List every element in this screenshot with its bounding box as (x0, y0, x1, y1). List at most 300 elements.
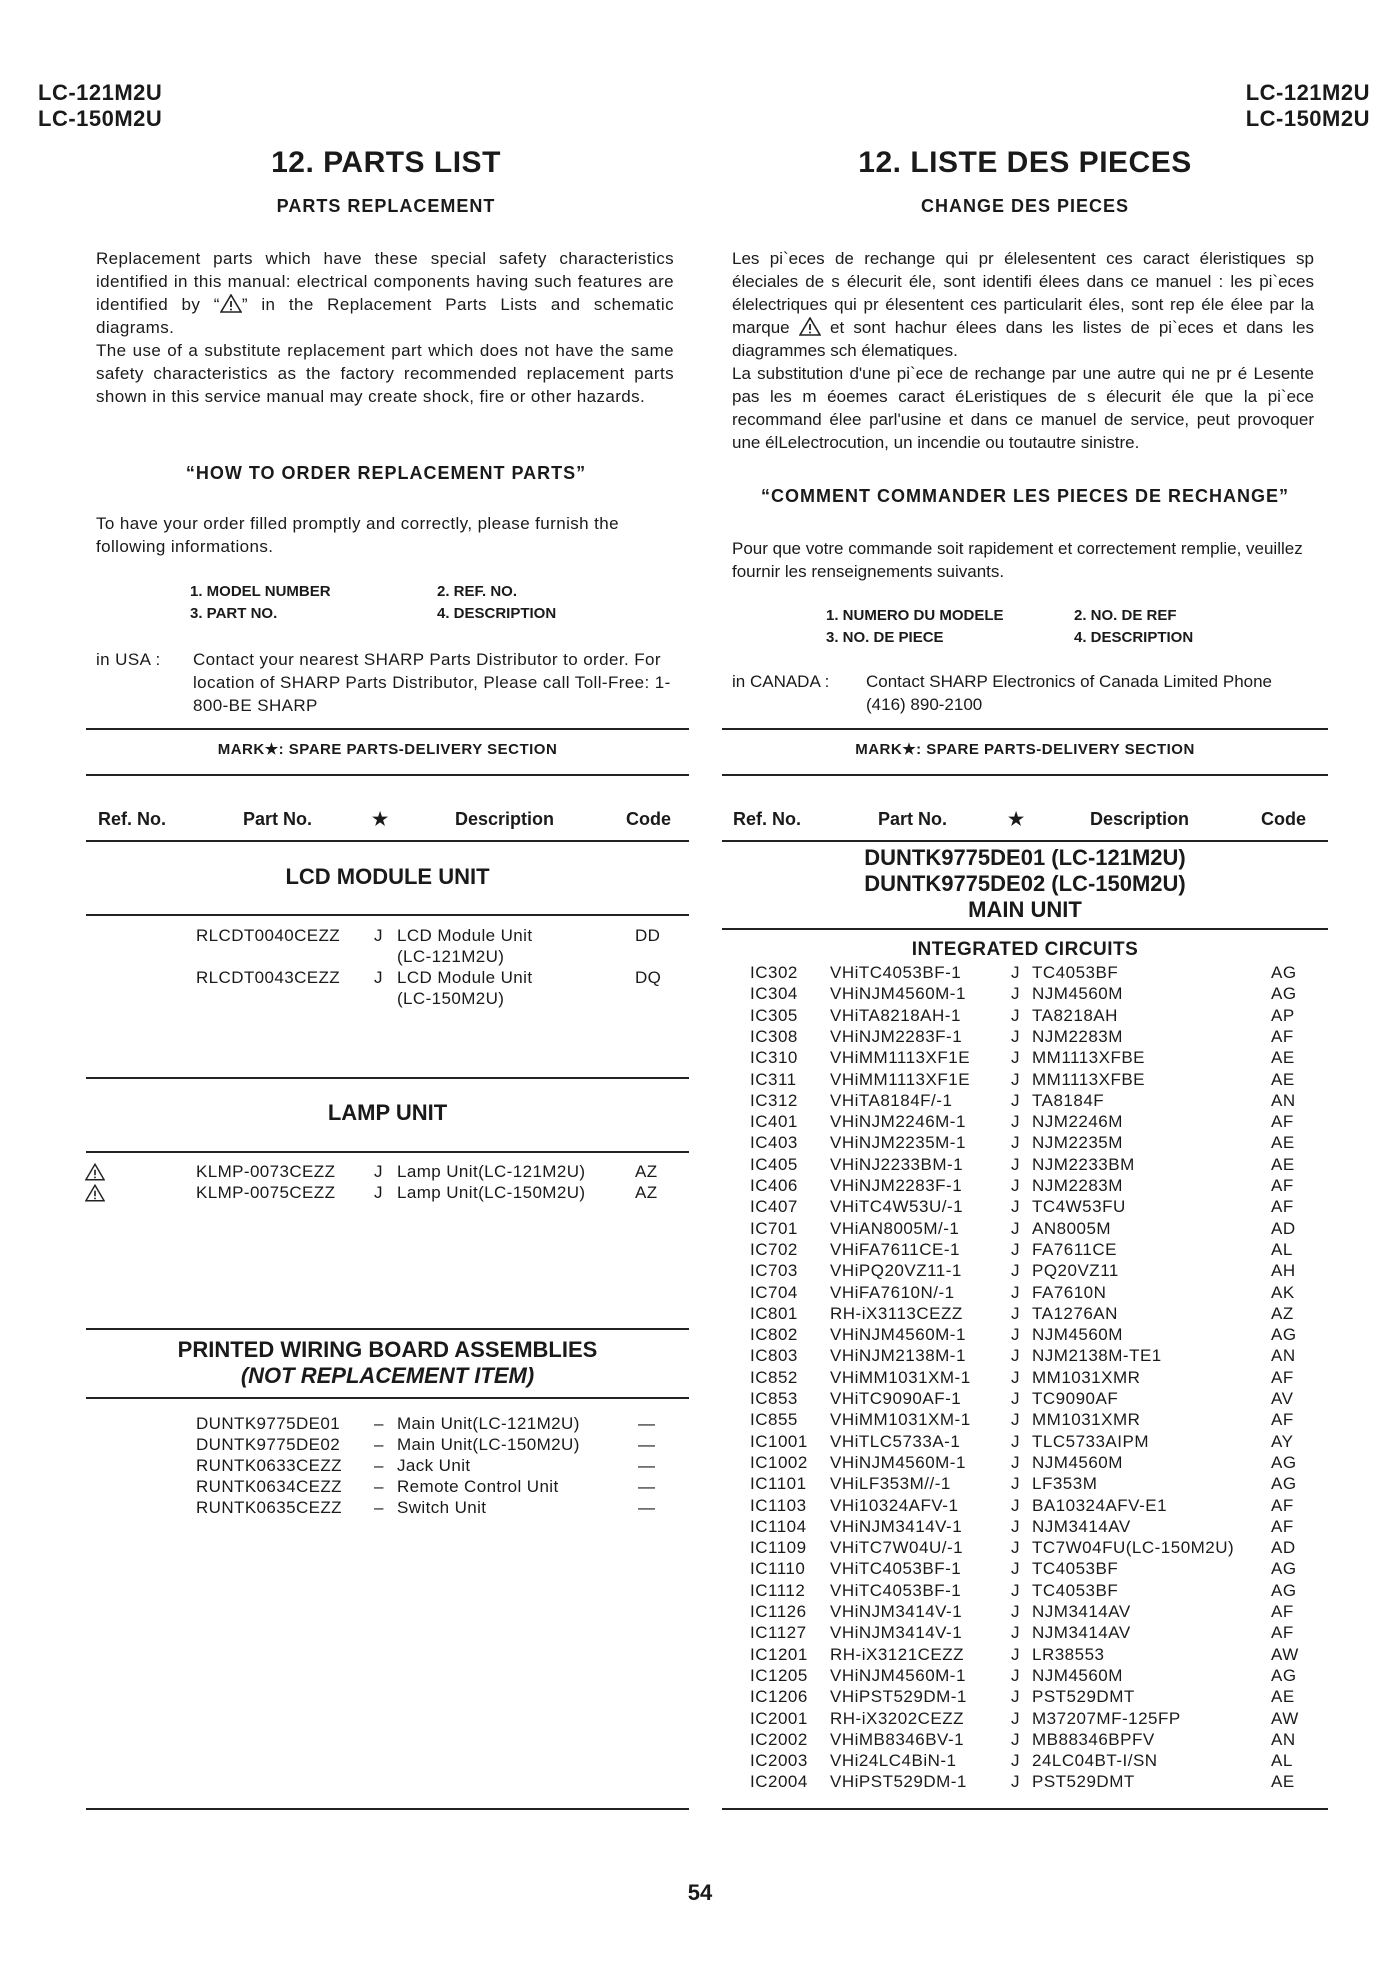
divider (722, 840, 1328, 842)
ic-code: AF (1271, 1197, 1294, 1217)
table-row (0, 1132, 1400, 1153)
page-title-en: 12. PARTS LIST (271, 146, 501, 179)
ic-code: AV (1271, 1389, 1294, 1408)
ic-ref: IC406 (750, 1176, 798, 1195)
ic-code: AF (1271, 1623, 1294, 1643)
ic-code: AG (1271, 1452, 1297, 1472)
table-row (0, 1175, 1400, 1196)
table-row (0, 1452, 1400, 1473)
col-description: Description (455, 809, 555, 829)
table-row (0, 1069, 1400, 1090)
ic-mark: J (1011, 1772, 1020, 1792)
safety-text-fr (732, 247, 1314, 454)
ic-ref: IC2001 (750, 1708, 808, 1728)
col-code: Code (1261, 809, 1306, 829)
table-row (0, 1558, 1400, 1579)
table-row (0, 1431, 1400, 1452)
ic-code: AG (1271, 1325, 1297, 1345)
ic-part: VHiPQ20VZ11-1 (830, 1261, 962, 1281)
ic-desc: TA1276AN (1032, 1303, 1118, 1323)
subtitle-fr: CHANGE DES PIECES (920, 196, 1130, 216)
ic-code: AE (1271, 1048, 1295, 1068)
ic-ref: IC701 (750, 1218, 798, 1238)
ic-desc: NJM2235M (1032, 1133, 1123, 1153)
table-row: KLMP-0075CEZZ J Lamp Unit(LC-150M2U) AZ (196, 1183, 658, 1202)
ic-part: VHiTC4W53U/-1 (830, 1197, 964, 1217)
ic-ref: IC803 (750, 1346, 798, 1366)
col-ref-no: Ref. No. (98, 809, 167, 829)
ic-desc: NJM4560M (1032, 1325, 1123, 1345)
ic-mark: J (1011, 1559, 1020, 1579)
ic-ref: IC1127 (750, 1623, 807, 1643)
ic-code: AL (1271, 1239, 1293, 1259)
ic-ref: IC1110 (750, 1559, 806, 1579)
ic-mark: J (1011, 1538, 1020, 1558)
ic-ref: IC308 (750, 1026, 798, 1046)
table-row (0, 1729, 1400, 1750)
ic-part: VHiMM1031XM-1 (830, 1367, 971, 1387)
ic-mark: J (1011, 1389, 1020, 1408)
table-row (0, 1303, 1400, 1324)
ic-code: AE (1271, 1154, 1295, 1174)
ic-part: VHiNJM3414V-1 (830, 1623, 963, 1643)
ic-desc: PST529DMT (1032, 1772, 1135, 1792)
ic-ref: IC1104 (750, 1516, 807, 1536)
ic-ref: IC2002 (750, 1729, 808, 1749)
divider (86, 840, 689, 842)
table-row (0, 1005, 1400, 1026)
table-row (0, 1367, 1400, 1388)
safety-paragraph-1: Replacement parts which have these special safety characteristics identified in this manual: electrical components having such features are identified by “ ” in the Replacement Parts Lists and schematic diagrams. (96, 249, 674, 337)
ic-part: RH-iX3202CEZZ (830, 1708, 965, 1728)
ic-desc: NJM3414AV (1032, 1623, 1131, 1643)
table-row: DUNTK9775DE02 – Main Unit(LC-150M2U) — (196, 1435, 656, 1454)
ic-part: VHiTA8218AH-1 (830, 1005, 961, 1025)
ic-desc: MM1031XMR (1032, 1410, 1141, 1430)
ic-code: AG (1271, 1665, 1297, 1685)
ic-code: AG (1271, 1580, 1297, 1600)
ic-code: AG (1271, 1474, 1297, 1494)
ic-code: AF (1271, 1410, 1294, 1430)
contact-label-en: in USA : (96, 650, 161, 669)
lcd-module-section: LCD MODULE UNIT (285, 864, 490, 889)
ic-mark: J (1011, 1048, 1020, 1068)
ic-desc: BA10324AFV-E1 (1032, 1495, 1168, 1515)
ic-mark: J (1011, 1729, 1020, 1749)
ic-mark: J (1011, 1069, 1020, 1089)
table-row (0, 1409, 1400, 1430)
divider (722, 728, 1328, 730)
ic-desc: LF353M (1032, 1474, 1098, 1494)
ic-mark: J (1011, 1516, 1020, 1536)
ic-mark: J (1011, 984, 1020, 1004)
warning-triangle-icon (799, 317, 821, 336)
order-item: 1. MODEL NUMBER (190, 583, 331, 600)
ic-part: VHiPST529DM-1 (830, 1772, 967, 1792)
col-code: Code (626, 809, 671, 829)
table-row: RLCDT0043CEZZ J LCD Module Unit (LC-150M2U) DQ (196, 968, 662, 1008)
ic-code: AG (1271, 984, 1297, 1004)
ic-code: AN (1271, 1090, 1296, 1110)
ic-mark: J (1011, 1687, 1020, 1707)
ic-code: AF (1271, 1112, 1294, 1132)
ic-desc: TC4053BF (1032, 963, 1119, 982)
ic-code: AZ (1271, 1303, 1294, 1323)
order-item: 1. NUMERO DU MODELE (826, 607, 1004, 624)
order-item: 2. REF. NO. (437, 583, 518, 600)
table-row (0, 1537, 1400, 1558)
table-row (0, 1771, 1400, 1792)
ic-desc: NJM2246M (1032, 1112, 1123, 1132)
table-row (0, 1282, 1400, 1303)
ic-desc: NJM3414AV (1032, 1516, 1131, 1536)
mark-note-fr: MARK★: SPARE PARTS-DELIVERY SECTION (855, 741, 1195, 758)
col-star: ★ (372, 809, 389, 829)
ic-code: AW (1271, 1644, 1299, 1664)
ic-ref: IC1126 (750, 1602, 807, 1621)
ic-part: VHiTC4053BF-1 (830, 1559, 962, 1579)
ic-mark: J (1011, 1708, 1020, 1728)
col-ref-no: Ref. No. (733, 809, 802, 829)
ic-desc: TC4053BF (1032, 1559, 1119, 1579)
table-row (0, 1324, 1400, 1345)
col-part-no: Part No. (878, 809, 948, 829)
ic-part: VHiPST529DM-1 (830, 1687, 967, 1707)
ic-mark: J (1011, 963, 1020, 982)
table-row (0, 1196, 1400, 1217)
ic-part: VHiNJ2233BM-1 (830, 1154, 964, 1174)
ic-code: AE (1271, 1772, 1295, 1792)
ic-desc: TA8218AH (1032, 1005, 1118, 1025)
ic-part: VHiNJM2138M-1 (830, 1346, 966, 1366)
table-row (0, 1260, 1400, 1281)
main-unit-section: DUNTK9775DE01 (LC-121M2U) DUNTK9775DE02 (LC-150M2U) MAIN UNIT (864, 845, 1186, 922)
ic-ref: IC304 (750, 984, 798, 1004)
ic-table (0, 962, 1400, 1792)
order-item: 3. NO. DE PIECE (826, 629, 944, 646)
ic-ref: IC704 (750, 1282, 798, 1302)
divider (722, 928, 1328, 930)
ic-part: VHiTA8184F/-1 (830, 1090, 953, 1110)
ic-part: VHiTC4053BF-1 (830, 963, 962, 982)
ic-ref: IC852 (750, 1367, 798, 1387)
ic-part: VHiNJM2235M-1 (830, 1133, 966, 1153)
ic-mark: J (1011, 1154, 1020, 1174)
ic-desc: NJM2283M (1032, 1026, 1123, 1046)
order-heading-fr: “COMMENT COMMANDER LES PIECES DE RECHANGE” (760, 486, 1290, 506)
ic-desc: AN8005M (1032, 1218, 1112, 1238)
ic-desc: MM1031XMR (1032, 1367, 1141, 1387)
ic-mark: J (1011, 1665, 1020, 1685)
table-row (0, 1388, 1400, 1409)
ic-code: AL (1271, 1751, 1293, 1771)
ic-part: VHiTC9090AF-1 (830, 1389, 962, 1408)
ic-ref: IC407 (750, 1197, 798, 1217)
table-row (0, 1686, 1400, 1707)
ic-code: AF (1271, 1495, 1294, 1515)
ic-desc: TA8184F (1032, 1090, 1105, 1110)
order-items-fr (0, 605, 1400, 649)
table-row (0, 1218, 1400, 1239)
ic-ref: IC1101 (750, 1474, 807, 1494)
table-row: DUNTK9775DE01 – Main Unit(LC-121M2U) — (196, 1414, 656, 1433)
ic-code: AF (1271, 1176, 1294, 1195)
ic-ref: IC405 (750, 1154, 798, 1174)
ic-mark: J (1011, 1580, 1020, 1600)
ic-mark: J (1011, 1410, 1020, 1430)
ic-desc: TLC5733AIPM (1032, 1431, 1149, 1451)
divider (86, 1808, 689, 1810)
ic-code: AE (1271, 1069, 1295, 1089)
lamp-unit-section: LAMP UNIT (327, 1100, 448, 1125)
ic-mark: J (1011, 1303, 1020, 1323)
ic-mark: J (1011, 1218, 1020, 1238)
ic-code: AY (1271, 1431, 1294, 1451)
ic-code: AW (1271, 1708, 1299, 1728)
ic-part: VHiAN8005M/-1 (830, 1218, 960, 1238)
ic-mark: J (1011, 1602, 1020, 1621)
model-number-left: LC-121M2U LC-150M2U (38, 80, 163, 131)
ic-part: VHiMM1113XF1E (830, 1069, 971, 1089)
ic-code: AF (1271, 1026, 1294, 1046)
divider (722, 774, 1328, 776)
order-item: 3. PART NO. (190, 605, 278, 622)
table-row (0, 1580, 1400, 1601)
ic-code: AD (1271, 1538, 1296, 1558)
table-header-fr (0, 809, 1400, 833)
ic-desc: FA7611CE (1032, 1239, 1117, 1259)
ic-code: AK (1271, 1282, 1295, 1302)
table-row: KLMP-0073CEZZ J Lamp Unit(LC-121M2U) AZ (196, 1162, 658, 1181)
order-item: 2. NO. DE REF (1074, 607, 1177, 624)
ic-part: VHiTC4053BF-1 (830, 1580, 962, 1600)
ic-ref: IC1206 (750, 1687, 808, 1707)
ic-desc: LR38553 (1032, 1644, 1105, 1664)
ic-code: AP (1271, 1005, 1295, 1025)
warning-triangle-icon (220, 294, 242, 313)
ic-desc: NJM2283M (1032, 1176, 1123, 1195)
ic-code: AG (1271, 1559, 1297, 1579)
ic-ref: IC310 (750, 1048, 798, 1068)
ic-code: AF (1271, 1602, 1294, 1621)
ic-desc: PST529DMT (1032, 1687, 1135, 1707)
contact-text-en: Contact your nearest SHARP Parts Distributor to order. For location of SHARP Parts Distributor, Please call Toll-Free: 1-800-BE SHARP (193, 650, 671, 715)
divider (86, 774, 689, 776)
ic-part: VHiTLC5733A-1 (830, 1431, 961, 1451)
ic-ref: IC403 (750, 1133, 798, 1153)
ic-ref: IC312 (750, 1090, 798, 1110)
ic-part: VHiNJM2246M-1 (830, 1112, 966, 1132)
subtitle-en: PARTS REPLACEMENT (276, 196, 496, 216)
ic-ref: IC853 (750, 1389, 798, 1408)
col-description: Description (1090, 809, 1190, 829)
ic-code: AD (1271, 1218, 1296, 1238)
ic-mark: J (1011, 1261, 1020, 1281)
ic-mark: J (1011, 1346, 1020, 1366)
col-star: ★ (1008, 809, 1025, 829)
ic-ref: IC1109 (750, 1538, 807, 1558)
divider (86, 914, 689, 916)
ic-mark: J (1011, 1005, 1020, 1025)
ic-ref: IC1002 (750, 1452, 808, 1472)
table-row (0, 1345, 1400, 1366)
ic-desc: TC4W53FU (1032, 1197, 1126, 1217)
ic-ref: IC1112 (750, 1580, 806, 1600)
ic-mark: J (1011, 1282, 1020, 1302)
ic-code: AG (1271, 963, 1297, 982)
ic-part: VHi24LC4BiN-1 (830, 1751, 957, 1771)
ic-code: AH (1271, 1261, 1296, 1281)
ic-mark: J (1011, 1197, 1020, 1217)
ic-ref: IC2004 (750, 1772, 808, 1792)
contact-text-fr: Contact SHARP Electronics of Canada Limited Phone (416) 890-2100 (866, 672, 1273, 714)
ic-part: VHiMM1113XF1E (830, 1048, 971, 1068)
ic-desc: TC9090AF (1032, 1389, 1119, 1408)
ic-desc: FA7610N (1032, 1282, 1107, 1302)
order-item: 4. DESCRIPTION (1074, 629, 1194, 646)
ic-part: VHi10324AFV-1 (830, 1495, 959, 1515)
ic-code: AF (1271, 1367, 1294, 1387)
table-row (0, 1601, 1400, 1622)
ic-part: VHiNJM4560M-1 (830, 1325, 966, 1345)
ic-desc: NJM4560M (1032, 984, 1123, 1004)
ic-mark: J (1011, 1090, 1020, 1110)
divider (722, 1808, 1328, 1810)
ic-part: VHiNJM4560M-1 (830, 984, 966, 1004)
ic-mark: J (1011, 1133, 1020, 1153)
ic-part: VHiMB8346BV-1 (830, 1729, 965, 1749)
page-number: 54 (687, 1880, 713, 1905)
table-row (0, 1239, 1400, 1260)
ic-part: VHiNJM2283F-1 (830, 1026, 963, 1046)
ic-mark: J (1011, 1239, 1020, 1259)
ic-desc: NJM2233BM (1032, 1154, 1135, 1174)
table-row: RLCDT0040CEZZ J LCD Module Unit (LC-121M2U) DD (196, 926, 661, 966)
ic-part: VHiMM1031XM-1 (830, 1410, 971, 1430)
ic-part: VHiNJM3414V-1 (830, 1516, 963, 1536)
ic-part: VHiNJM2283F-1 (830, 1176, 963, 1195)
page-title-fr: 12. LISTE DES PIECES (858, 146, 1192, 179)
ic-desc: TC7W04FU(LC-150M2U) (1032, 1538, 1235, 1558)
table-row (0, 1708, 1400, 1729)
order-item: 4. DESCRIPTION (437, 605, 557, 622)
order-text-en: To have your order filled promptly and correctly, please furnish the following informations. (96, 514, 619, 556)
table-row (0, 1090, 1400, 1111)
table-row (0, 1111, 1400, 1132)
ic-desc: MB88346BPFV (1032, 1729, 1155, 1749)
ic-desc: NJM2138M-TE1 (1032, 1346, 1162, 1366)
safety-paragraph-2: La substitution d'une pi`ece de rechange par une autre qui ne pr é Lesente pas les m éoemes caract éLeristiques de s élecurit éle que la pi`ece recommand élee parl'usine et dans ce manuel de service, peut provoquer une élLelectrocution, un incendie ou toutautre sinistre. (732, 364, 1314, 452)
ic-ref: IC311 (750, 1069, 797, 1089)
ic-desc: NJM4560M (1032, 1452, 1123, 1472)
ic-mark: J (1011, 1176, 1020, 1195)
ic-part: RH-iX3113CEZZ (830, 1303, 963, 1323)
model-number-right: LC-121M2U LC-150M2U (1245, 80, 1370, 131)
table-row (0, 1644, 1400, 1665)
table-row (0, 962, 1400, 983)
contact-label-fr: in CANADA : (732, 672, 830, 691)
ic-ref: IC1001 (750, 1431, 808, 1451)
table-row (0, 1495, 1400, 1516)
ic-mark: J (1011, 1623, 1020, 1643)
ic-mark: J (1011, 1026, 1020, 1046)
table-row (0, 1026, 1400, 1047)
order-text-fr: Pour que votre commande soit rapidement et correctement remplie, veuillez fournir les renseignements suivants. (732, 539, 1303, 581)
ic-code: AE (1271, 1133, 1295, 1153)
ic-desc: 24LC04BT-I/SN (1032, 1751, 1158, 1771)
table-row (0, 1750, 1400, 1771)
ic-code: AF (1271, 1516, 1294, 1536)
ic-ref: IC302 (750, 963, 798, 982)
ic-ref: IC305 (750, 1005, 798, 1025)
ic-ref: IC703 (750, 1261, 798, 1281)
ic-ref: IC2003 (750, 1751, 808, 1771)
ic-part: VHiLF353M//-1 (830, 1474, 951, 1494)
ic-mark: J (1011, 1112, 1020, 1132)
ic-part: VHiNJM4560M-1 (830, 1452, 966, 1472)
ic-desc: NJM4560M (1032, 1665, 1123, 1685)
ic-mark: J (1011, 1495, 1020, 1515)
ic-desc: PQ20VZ11 (1032, 1261, 1119, 1281)
ic-ref: IC702 (750, 1239, 798, 1259)
ic-mark: J (1011, 1367, 1020, 1387)
ic-code: AE (1271, 1687, 1295, 1707)
table-row (0, 1665, 1400, 1686)
ic-mark: J (1011, 1751, 1020, 1771)
ic-part: VHiFA7610N/-1 (830, 1282, 955, 1302)
ic-part: VHiFA7611CE-1 (830, 1239, 960, 1259)
ic-part: RH-iX3121CEZZ (830, 1644, 965, 1664)
ic-desc: NJM3414AV (1032, 1602, 1131, 1621)
ic-ref: IC801 (750, 1303, 798, 1323)
ic-ref: IC802 (750, 1325, 798, 1345)
safety-text-en (96, 247, 674, 408)
ic-desc: MM1113XFBE (1032, 1048, 1146, 1068)
table-row (0, 1473, 1400, 1494)
table-row (0, 1516, 1400, 1537)
ic-ref: IC1205 (750, 1665, 808, 1685)
ic-code: AN (1271, 1729, 1296, 1749)
table-row (0, 1047, 1400, 1068)
integrated-circuits-section: INTEGRATED CIRCUITS (911, 939, 1139, 960)
table-row (0, 1154, 1400, 1175)
table-row: RUNTK0634CEZZ – Remote Control Unit — (196, 1477, 656, 1496)
ic-ref: IC855 (750, 1410, 798, 1430)
table-row (0, 983, 1400, 1004)
ic-mark: J (1011, 1431, 1020, 1451)
ic-code: AN (1271, 1346, 1296, 1366)
ic-desc: MM1113XFBE (1032, 1069, 1146, 1089)
table-row: RUNTK0635CEZZ – Switch Unit — (196, 1498, 656, 1517)
mark-note-en: MARK★: SPARE PARTS-DELIVERY SECTION (217, 741, 558, 758)
ic-ref: IC1201 (750, 1644, 808, 1664)
ic-part: VHiTC7W04U/-1 (830, 1538, 964, 1558)
table-row: RUNTK0633CEZZ – Jack Unit — (196, 1456, 656, 1475)
ic-mark: J (1011, 1644, 1020, 1664)
table-row (0, 1622, 1400, 1643)
ic-desc: TC4053BF (1032, 1580, 1119, 1600)
ic-desc: M37207MF-125FP (1032, 1708, 1181, 1728)
ic-mark: J (1011, 1474, 1020, 1494)
ic-mark: J (1011, 1452, 1020, 1472)
ic-ref: IC1103 (750, 1495, 807, 1515)
col-part-no: Part No. (243, 809, 313, 829)
safety-paragraph-1: Les pi`eces de rechange qui pr élelesentent ces caract éleristiques sp éleciales de s élecurit éle, sont identifi élees dans ce manuel : les pi`eces élelectriques qui pr élesentent ces particularit éles, sont rep éle élee par la marque et sont hachur élees dans les listes de pi`eces et dans les diagrammes sch élematiques. (732, 249, 1314, 360)
ic-part: VHiNJM3414V-1 (830, 1602, 963, 1621)
pwb-section: PRINTED WIRING BOARD ASSEMBLIES (NOT REPLACEMENT ITEM) (177, 1337, 598, 1388)
ic-ref: IC401 (750, 1112, 798, 1132)
order-heading-en: “HOW TO ORDER REPLACEMENT PARTS” (185, 463, 587, 483)
